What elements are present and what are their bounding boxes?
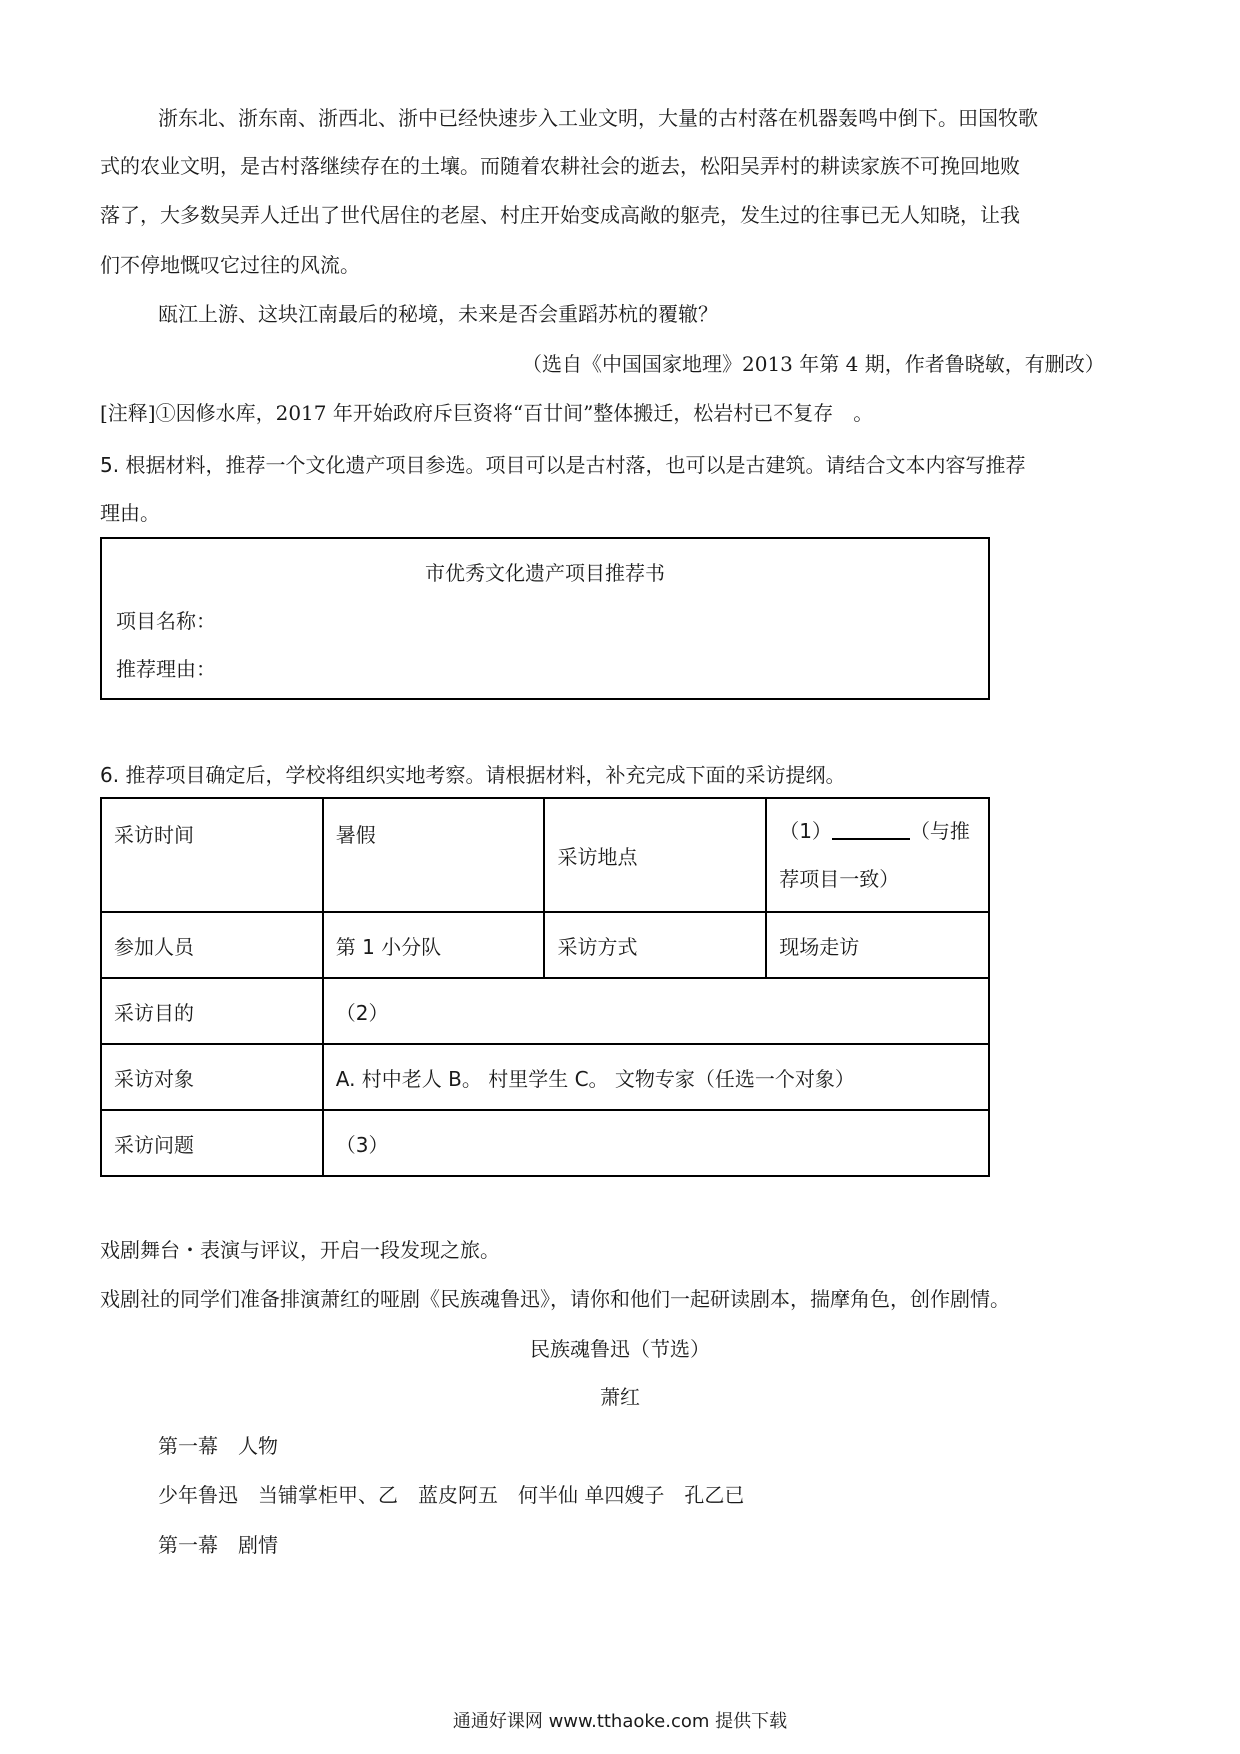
passage-source: （选自《中国国家地理》2013 年第 4 期，作者鲁晓敏，有删改） [522, 352, 1105, 376]
interview-object-value: A. 村中老人 B。 村里学生 C。 文物专家（任选一个对象） [323, 1044, 989, 1110]
q5-line-1: 5. 根据材料，推荐一个文化遗产项目参选。项目可以是古村落，也可以是古建筑。请结合文本内容写推荐 [100, 453, 1026, 477]
project-name-field: 项目名称： [116, 609, 216, 633]
participants-value: 第 1 小分队 [323, 912, 545, 978]
interview-question-label: 采访问题 [101, 1110, 323, 1176]
q5-line-2: 理由。 [100, 501, 160, 525]
place-note: 荐项目一致） [779, 867, 900, 891]
drama-heading: 戏剧舞台・表演与评议，开启一段发现之旅。 [100, 1238, 500, 1262]
interview-purpose-label: 采访目的 [101, 978, 323, 1044]
recommendation-reason-field: 推荐理由： [116, 657, 216, 681]
interview-method-label: 采访方式 [544, 912, 766, 978]
act1-plot-label: 第一幕 剧情 [158, 1533, 278, 1557]
recommendation-box [100, 537, 990, 700]
script-author: 萧红 [600, 1385, 640, 1409]
interview-time-label: 采访时间 [101, 798, 323, 912]
table-row [101, 1044, 989, 1110]
act1-characters-label: 第一幕 人物 [158, 1434, 278, 1458]
footer-download-note: 通通好课网 www.tthaoke.com 提供下载 [452, 1711, 788, 1732]
interview-purpose-value: （2） [323, 978, 989, 1044]
act1-characters: 少年鲁迅 当铺掌柜甲、乙 蓝皮阿五 何半仙 单四嫂子 孔乙已 [158, 1483, 745, 1507]
interview-question-value: （3） [323, 1110, 989, 1176]
interview-method-value: 现场走访 [766, 912, 989, 978]
participants-label: 参加人员 [101, 912, 323, 978]
place-blank-suffix: （与推 [909, 819, 970, 843]
interview-object-label: 采访对象 [101, 1044, 323, 1110]
table-row [101, 1110, 989, 1176]
passage-line-2: 式的农业文明，是古村落继续存在的土壤。而随着农耕社会的逝去，松阳吴弄村的耕读家族不可挽回地败 [100, 154, 1020, 178]
interview-time-value: 暑假 [323, 798, 545, 912]
passage-note: [注释]①因修水库，2017 年开始政府斥巨资将“百廿间”整体搬迁，松岩村已不复存 。 [100, 401, 874, 425]
q6-intro: 6. 推荐项目确定后，学校将组织实地考察。请根据材料，补充完成下面的采访提纲。 [100, 763, 846, 787]
script-title: 民族魂鲁迅（节选） [530, 1337, 710, 1361]
interview-place-value [766, 798, 989, 912]
place-blank-prefix: （1） [779, 819, 832, 843]
table-row [101, 798, 989, 912]
place-answer-blank[interactable] [832, 818, 910, 840]
table-row [101, 978, 989, 1044]
drama-intro: 戏剧社的同学们准备排演萧红的哑剧《民族魂鲁迅》，请你和他们一起研读剧本，揣摩角色，创作剧情。 [100, 1287, 1010, 1311]
table-row [101, 912, 989, 978]
passage-para-2: 瓯江上游、这块江南最后的秘境，未来是否会重蹈苏杭的覆辙？ [158, 302, 718, 326]
passage-line-3: 落了，大多数吴弄人迁出了世代居住的老屋、村庄开始变成高敞的躯壳，发生过的往事已无人知晓，让我 [100, 203, 1020, 227]
passage-line-4: 们不停地慨叹它过往的风流。 [100, 253, 360, 277]
interview-place-label: 采访地点 [544, 798, 766, 912]
passage-line-1: 浙东北、浙东南、浙西北、浙中已经快速步入工业文明，大量的古村落在机器轰鸣中倒下。田国牧歌 [158, 106, 1038, 130]
interview-outline-table [100, 797, 990, 1177]
recommendation-title: 市优秀文化遗产项目推荐书 [425, 561, 665, 585]
